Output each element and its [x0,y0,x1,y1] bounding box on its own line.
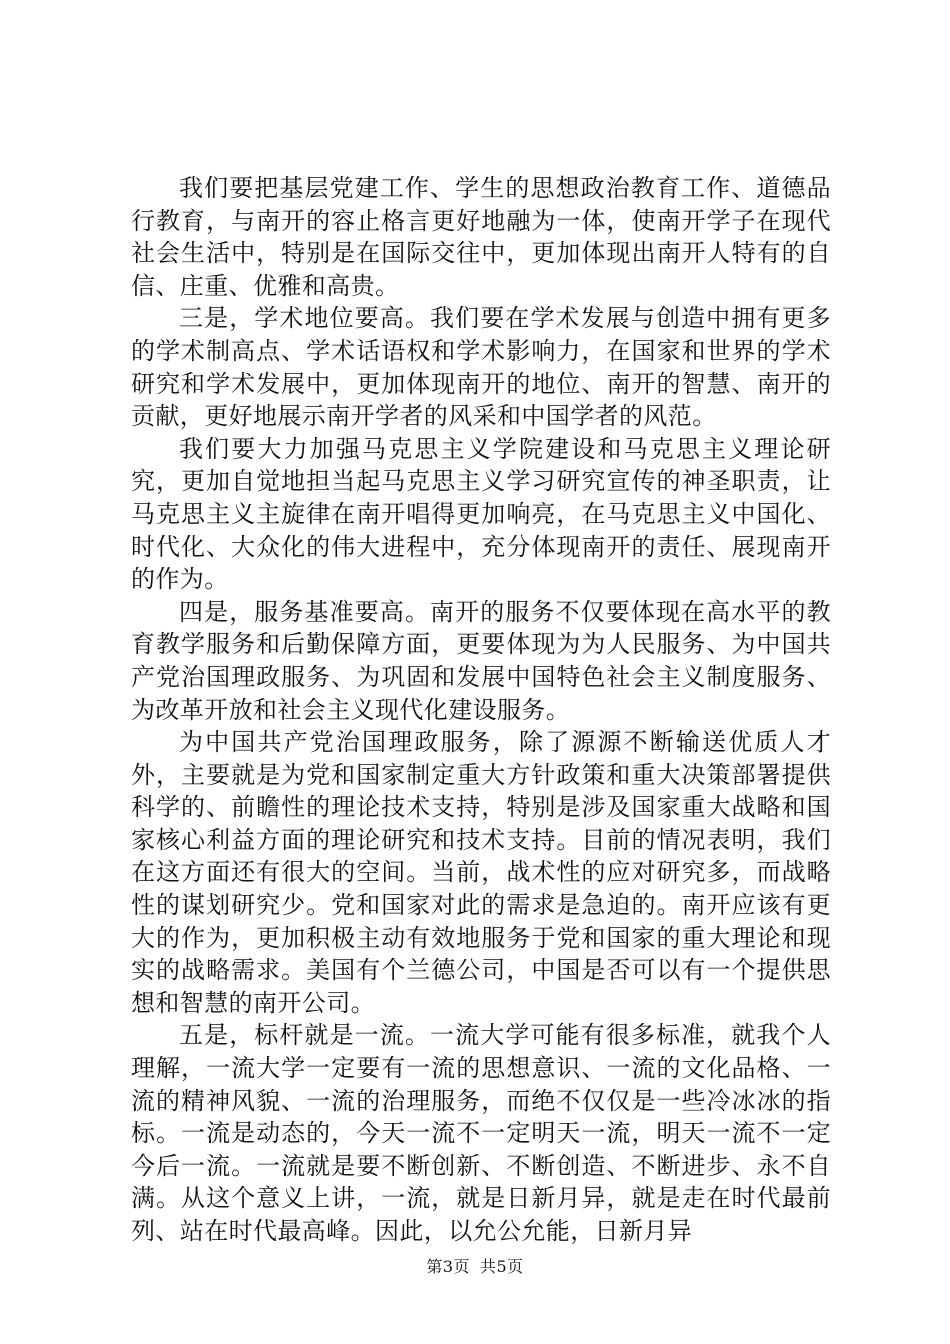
paragraph: 我们要把基层党建工作、学生的思想政治教育工作、道德品行教育，与南开的容止格言更好地融为一体，使南开学子在现代社会生活中，特别是在国际交往中，更加体现出南开人特有的自信、庄重、优雅和高贵。 [131,174,831,300]
page-number: 第3页 [426,1257,470,1276]
paragraph: 四是，服务基准要高。南开的服务不仅要体现在高水平的教育教学服务和后勤保障方面，更要体现为为人民服务、为中国共产党治国理政服务、为巩固和发展中国特色社会主义制度服务、为改革开放和社会主义现代化建设服务。 [131,597,831,724]
page-footer [0,1257,950,1277]
paragraph: 三是，学术地位要高。我们要在学术发展与创造中拥有更多的学术制高点、学术话语权和学术影响力，在国家和世界的学术研究和学术发展中，更加体现南开的地位、南开的智慧、南开的贡献，更好地展示南开学者的风采和中国学者的风范。 [131,304,831,431]
page-total: 共5页 [480,1257,524,1276]
paragraph: 我们要大力加强马克思主义学院建设和马克思主义理论研究，更加自觉地担当起马克思主义学习研究宣传的神圣职责，让马克思主义主旋律在南开唱得更加响亮，在马克思主义中国化、时代化、大众化的伟大进程中，充分体现南开的责任、展现南开的作为。 [131,434,831,594]
paragraph: 为中国共产党治国理政服务，除了源源不断输送优质人才外，主要就是为党和国家制定重大方针政策和重大决策部署提供科学的、前瞻性的理论技术支持，特别是涉及国家重大战略和国家核心利益方面的理论研究和技术支持。目前的情况表明，我们在这方面还有很大的空间。当前，战术性的应对研究多，而战略性的谋划研究少。党和国家对此的需求是急迫的。南开应该有更大的作为，更加积极主动有效地服务于党和国家的重大理论和现实的战略需求。美国有个兰德公司，中国是否可以有一个提供思想和智慧的南开公司。 [131,728,831,1017]
document-body [131,172,831,1248]
paragraph: 五是，标杆就是一流。一流大学可能有很多标准，就我个人理解，一流大学一定要有一流的思想意识、一流的文化品格、一流的精神风貌、一流的治理服务，而绝不仅仅是一些冷冰冰的指标。一流是动态的，今天一流不一定明天一流，明天一流不一定今后一流。一流就是要不断创新、不断创造、不断进步、永不自满。从这个意义上讲，一流，就是日新月异，就是走在时代最前列、站在时代最高峰。因此，以允公允能，日新月异 [131,1021,831,1245]
